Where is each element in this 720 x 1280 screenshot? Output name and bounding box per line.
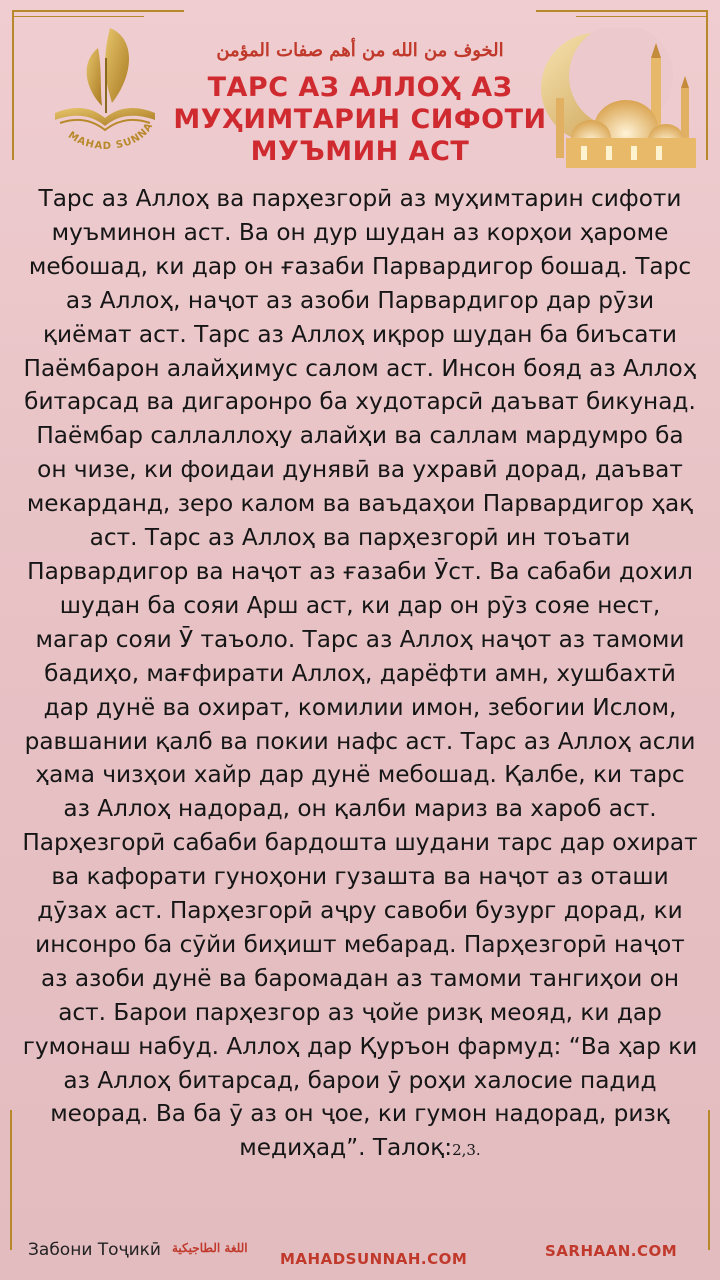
- gold-border-bottom-right: [708, 1110, 710, 1250]
- book-quill-icon: [40, 18, 170, 158]
- gold-divider-top-left-thin: [14, 16, 144, 17]
- quran-reference: 2,3.: [452, 1141, 481, 1160]
- gold-divider-top-right-thin: [576, 16, 706, 17]
- mosque-crescent-icon: [531, 28, 706, 168]
- gold-border-left: [12, 10, 14, 160]
- logo-text: MAHAD SUNNA: [65, 120, 156, 152]
- article-body: [22, 182, 698, 1168]
- language-label: Забони Тоҷикӣ: [28, 1240, 161, 1260]
- title-line-1: ТАРС АЗ АЛЛОҲ АЗ: [207, 72, 513, 103]
- gold-divider-top-right: [536, 10, 706, 12]
- title-line-3: МУЪМИН АСТ: [250, 136, 470, 167]
- page-title: [170, 72, 550, 168]
- article-text: Тарс аз Аллоҳ ва парҳезгорӣ аз муҳимтарин сифоти муъминон аст. Ва он дур шудан аз корҳои ҳароме мебошад, ки дар он ғазаби Парвардигор бошад. Тарс аз Аллоҳ, наҷот аз азоби Парвардигор дар рӯзи қиёмат аст. Тарс аз Аллоҳ иқрор шудан ба биъсати Паёмбарон алайҳимус салом аст. Инсон бояд аз Аллоҳ битарсад ва дигаронро ба худотарсӣ даъват бикунад. Паёмбар саллаллоҳу алайҳи ва саллам мардумро ба он чизе, ки фоидаи дунявӣ ва ухравӣ дорад, даъват мекарданд, зеро калом ва ваъдаҳои Парвардигор ҳақ аст. Тарс аз Аллоҳ ва парҳезгорӣ ин тоъати Парвардигор ва наҷот аз ғазаби Ӯст. Ва сабаби дохил шудан ба сояи Арш аст, ки дар он рӯз сояе нест, магар сояи Ӯ таъоло. Тарс аз Аллоҳ наҷот аз тамоми бадиҳо, мағфирати Аллоҳ, дарёфти амн, хушбахтӣ дар дунё ва охират, комилии имон, зебогии Ислом, равшании қалб ва покии нафс аст. Тарс аз Аллоҳ асли ҳама чизҳои хайр дар дунё мебошад. Қалбе, ки тарс аз Аллоҳ надорад, он қалби мариз ва хароб аст. Парҳезгорӣ сабаби бардошта шудани тарс дар охират ва кафорати гуноҳони гузашта ва наҷот аз оташи дӯзах аст. Парҳезгорӣ аҷру савоби бузург дорад, ки инсонро ба сӯйи биҳишт мебарад. Парҳезгорӣ наҷот аз азоби дунё ва баромадан аз тамоми тангиҳои он аст. Барои парҳезгор аз ҷойе ризқ меояд, ки дар гумонаш набуд. Аллоҳ дар Қуръон фармуд: “Ва ҳар ки аз Аллоҳ битарсад, барои ӯ роҳи халосие падид меорад. Ва ба ӯ аз он ҷое, ки гумон надорад, ризқ медиҳад”. Талоқ:: [22, 185, 698, 1162]
- mosque-illustration: [531, 28, 706, 168]
- gold-border-bottom-left: [10, 1110, 12, 1250]
- site-link-sarhaan[interactable]: SARHAAN.COM: [545, 1242, 678, 1260]
- site-link-mahadsunnah[interactable]: MAHADSUNNAH.COM: [280, 1250, 468, 1268]
- language-label-arabic: اللغة الطاجيكية: [172, 1241, 248, 1255]
- gold-border-right: [706, 10, 708, 160]
- arabic-subtitle: الخوف من الله من أهم صفات المؤمن: [216, 40, 504, 61]
- gold-divider-top-left: [14, 10, 184, 12]
- mahad-sunnah-logo: [40, 18, 170, 158]
- title-line-2: МУҲИМТАРИН СИФОТИ: [173, 104, 547, 135]
